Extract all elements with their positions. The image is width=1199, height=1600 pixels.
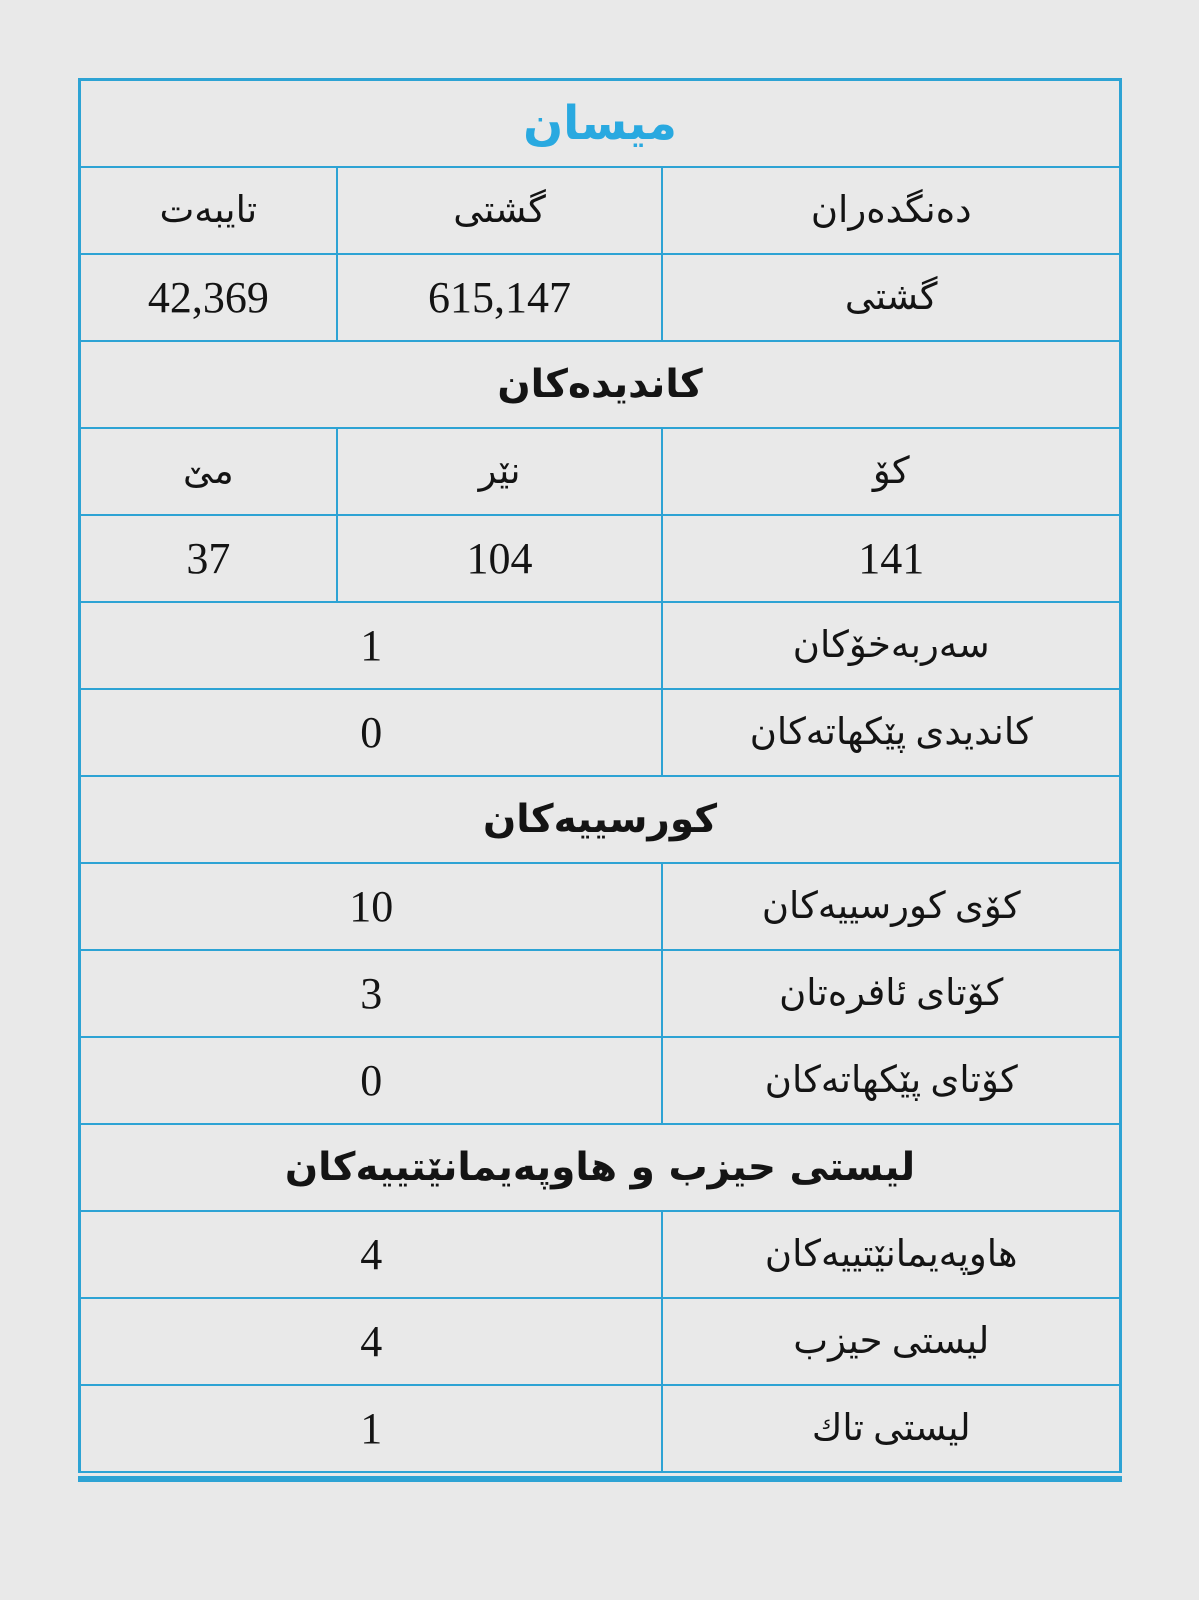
independents-value: 1 <box>80 602 663 689</box>
candidates-counts-row <box>80 515 1121 602</box>
total-seats-label: كۆی كورسييەكان <box>662 863 1120 950</box>
candidates-female-value: 37 <box>80 515 337 602</box>
total-seats-value: 10 <box>80 863 663 950</box>
women-quota-label: كۆتای ئافرەتان <box>662 950 1120 1037</box>
candidates-header-row <box>80 428 1121 515</box>
lists-section-title: ليستی حيزب و هاوپەيمانێتييەكان <box>80 1124 1121 1211</box>
component-quota-value: 0 <box>80 1037 663 1124</box>
single-lists-value: 1 <box>80 1385 663 1472</box>
single-lists-label: ليستی تاك <box>662 1385 1120 1472</box>
party-lists-label: ليستی حيزب <box>662 1298 1120 1385</box>
component-candidates-row <box>80 689 1121 776</box>
election-stats-table <box>78 78 1122 1482</box>
voters-totals-row <box>80 254 1121 341</box>
voters-header-cell: دەنگدەران <box>662 167 1120 254</box>
alliances-row <box>80 1211 1121 1298</box>
total-seats-row <box>80 863 1121 950</box>
title-row <box>80 80 1121 167</box>
general-votes-value: 615,147 <box>337 254 663 341</box>
component-candidates-value: 0 <box>80 689 663 776</box>
single-lists-row <box>80 1385 1121 1472</box>
special-votes-value: 42,369 <box>80 254 337 341</box>
candidates-male-header: نێر <box>337 428 663 515</box>
seats-section-row <box>80 776 1121 863</box>
alliances-value: 4 <box>80 1211 663 1298</box>
women-quota-row <box>80 950 1121 1037</box>
component-quota-row <box>80 1037 1121 1124</box>
governorate-title: ميسان <box>80 80 1121 167</box>
seats-section-title: كورسييەكان <box>80 776 1121 863</box>
component-candidates-label: كانديدی پێكهاتەكان <box>662 689 1120 776</box>
lists-section-row <box>80 1124 1121 1211</box>
candidates-male-value: 104 <box>337 515 663 602</box>
general-header-cell: گشتی <box>337 167 663 254</box>
candidates-section-title: كانديدەكان <box>80 341 1121 428</box>
independents-label: سەربەخۆكان <box>662 602 1120 689</box>
independents-row <box>80 602 1121 689</box>
party-lists-value: 4 <box>80 1298 663 1385</box>
stats-table <box>78 78 1122 1473</box>
table-bottom-border <box>78 1476 1122 1482</box>
candidates-section-row <box>80 341 1121 428</box>
voters-total-label: گشتی <box>662 254 1120 341</box>
candidates-total-value: 141 <box>662 515 1120 602</box>
alliances-label: هاوپەيمانێتييەكان <box>662 1211 1120 1298</box>
voters-header-row <box>80 167 1121 254</box>
candidates-female-header: مێ <box>80 428 337 515</box>
party-lists-row <box>80 1298 1121 1385</box>
component-quota-label: كۆتای پێكهاتەكان <box>662 1037 1120 1124</box>
candidates-total-header: كۆ <box>662 428 1120 515</box>
special-header-cell: تايبەت <box>80 167 337 254</box>
women-quota-value: 3 <box>80 950 663 1037</box>
